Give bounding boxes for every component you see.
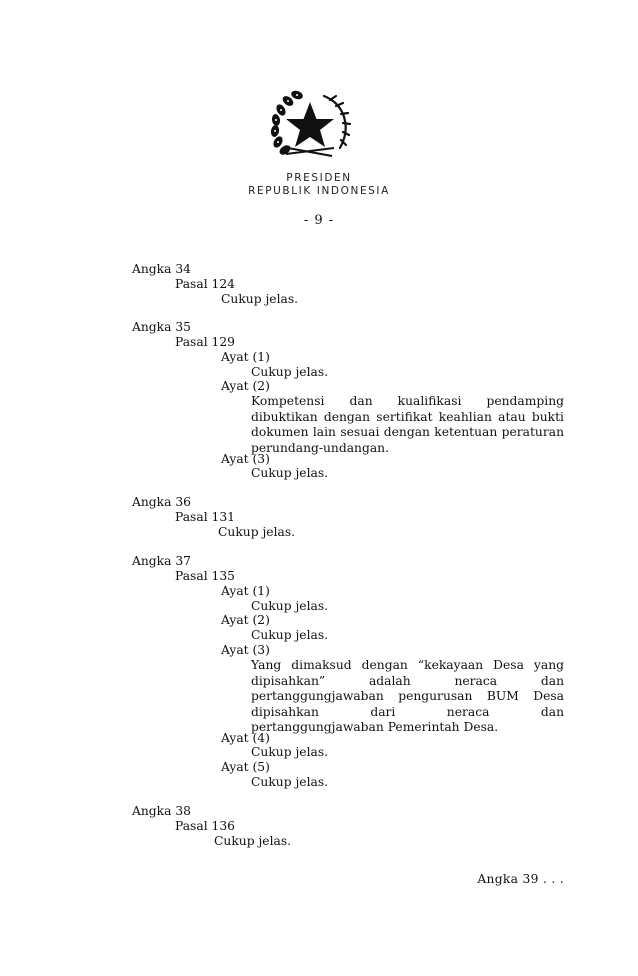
explanation-text: Cukup jelas. [221, 292, 299, 306]
paragraph-line: perundang-undangan. [251, 440, 390, 455]
ayat-heading: Ayat (2) [221, 379, 270, 393]
header-presiden: PRESIDEN [286, 172, 352, 184]
paragraph-line: dibuktikan dengan sertifikat keahlian atau bukti [251, 409, 564, 424]
header-republik-indonesia: REPUBLIK INDONESIA [248, 185, 390, 197]
ayat-heading: Ayat (1) [221, 584, 270, 598]
paragraph-line: Kompetensi dan kualifikasi pendamping [251, 394, 564, 408]
ayat-heading: Ayat (4) [221, 731, 270, 745]
explanation-text: Cukup jelas. [251, 745, 329, 759]
angka-heading: Angka 34 [132, 262, 192, 276]
continuation-footer: Angka 39 . . . [477, 872, 564, 886]
paragraph-line: dipisahkan dari neraca dan [251, 704, 564, 719]
explanation-text: Cukup jelas. [251, 628, 329, 642]
ayat-heading: Ayat (5) [221, 760, 270, 774]
ayat-heading: Ayat (3) [221, 643, 270, 657]
explanation-text: Cukup jelas. [251, 466, 329, 480]
paragraph-line: pertanggungjawaban pengurusan BUM Desa [251, 689, 564, 703]
angka-heading: Angka 38 [132, 804, 192, 818]
explanation-paragraph [251, 394, 564, 456]
angka-heading: Angka 36 [132, 495, 192, 509]
pasal-heading: Pasal 136 [175, 819, 236, 833]
explanation-text: Cukup jelas. [251, 775, 329, 789]
page-number: - 9 - [303, 213, 335, 228]
explanation-text: Cukup jelas. [214, 834, 292, 848]
garuda-star-emblem-icon [264, 84, 356, 166]
paragraph-line: pertanggungjawaban Pemerintah Desa. [251, 720, 499, 734]
paragraph-line: Yang dimaksud dengan “kekayaan Desa yang [251, 658, 564, 672]
explanation-text: Cukup jelas. [251, 365, 329, 379]
pasal-heading: Pasal 135 [175, 569, 236, 583]
paragraph-line: dipisahkan” adalah neraca dan [251, 673, 564, 688]
pasal-heading: Pasal 131 [175, 510, 236, 524]
pasal-heading: Pasal 129 [175, 335, 236, 349]
explanation-text: Cukup jelas. [218, 525, 296, 539]
explanation-text: Cukup jelas. [251, 599, 329, 613]
explanation-paragraph [251, 658, 564, 736]
ayat-heading: Ayat (3) [221, 452, 270, 466]
pasal-heading: Pasal 124 [175, 277, 236, 291]
angka-heading: Angka 37 [132, 554, 192, 568]
ayat-heading: Ayat (1) [221, 350, 270, 364]
paragraph-line: dokumen lain sesuai dengan ketentuan peraturan [251, 425, 564, 439]
angka-heading: Angka 35 [132, 320, 192, 334]
ayat-heading: Ayat (2) [221, 613, 270, 627]
